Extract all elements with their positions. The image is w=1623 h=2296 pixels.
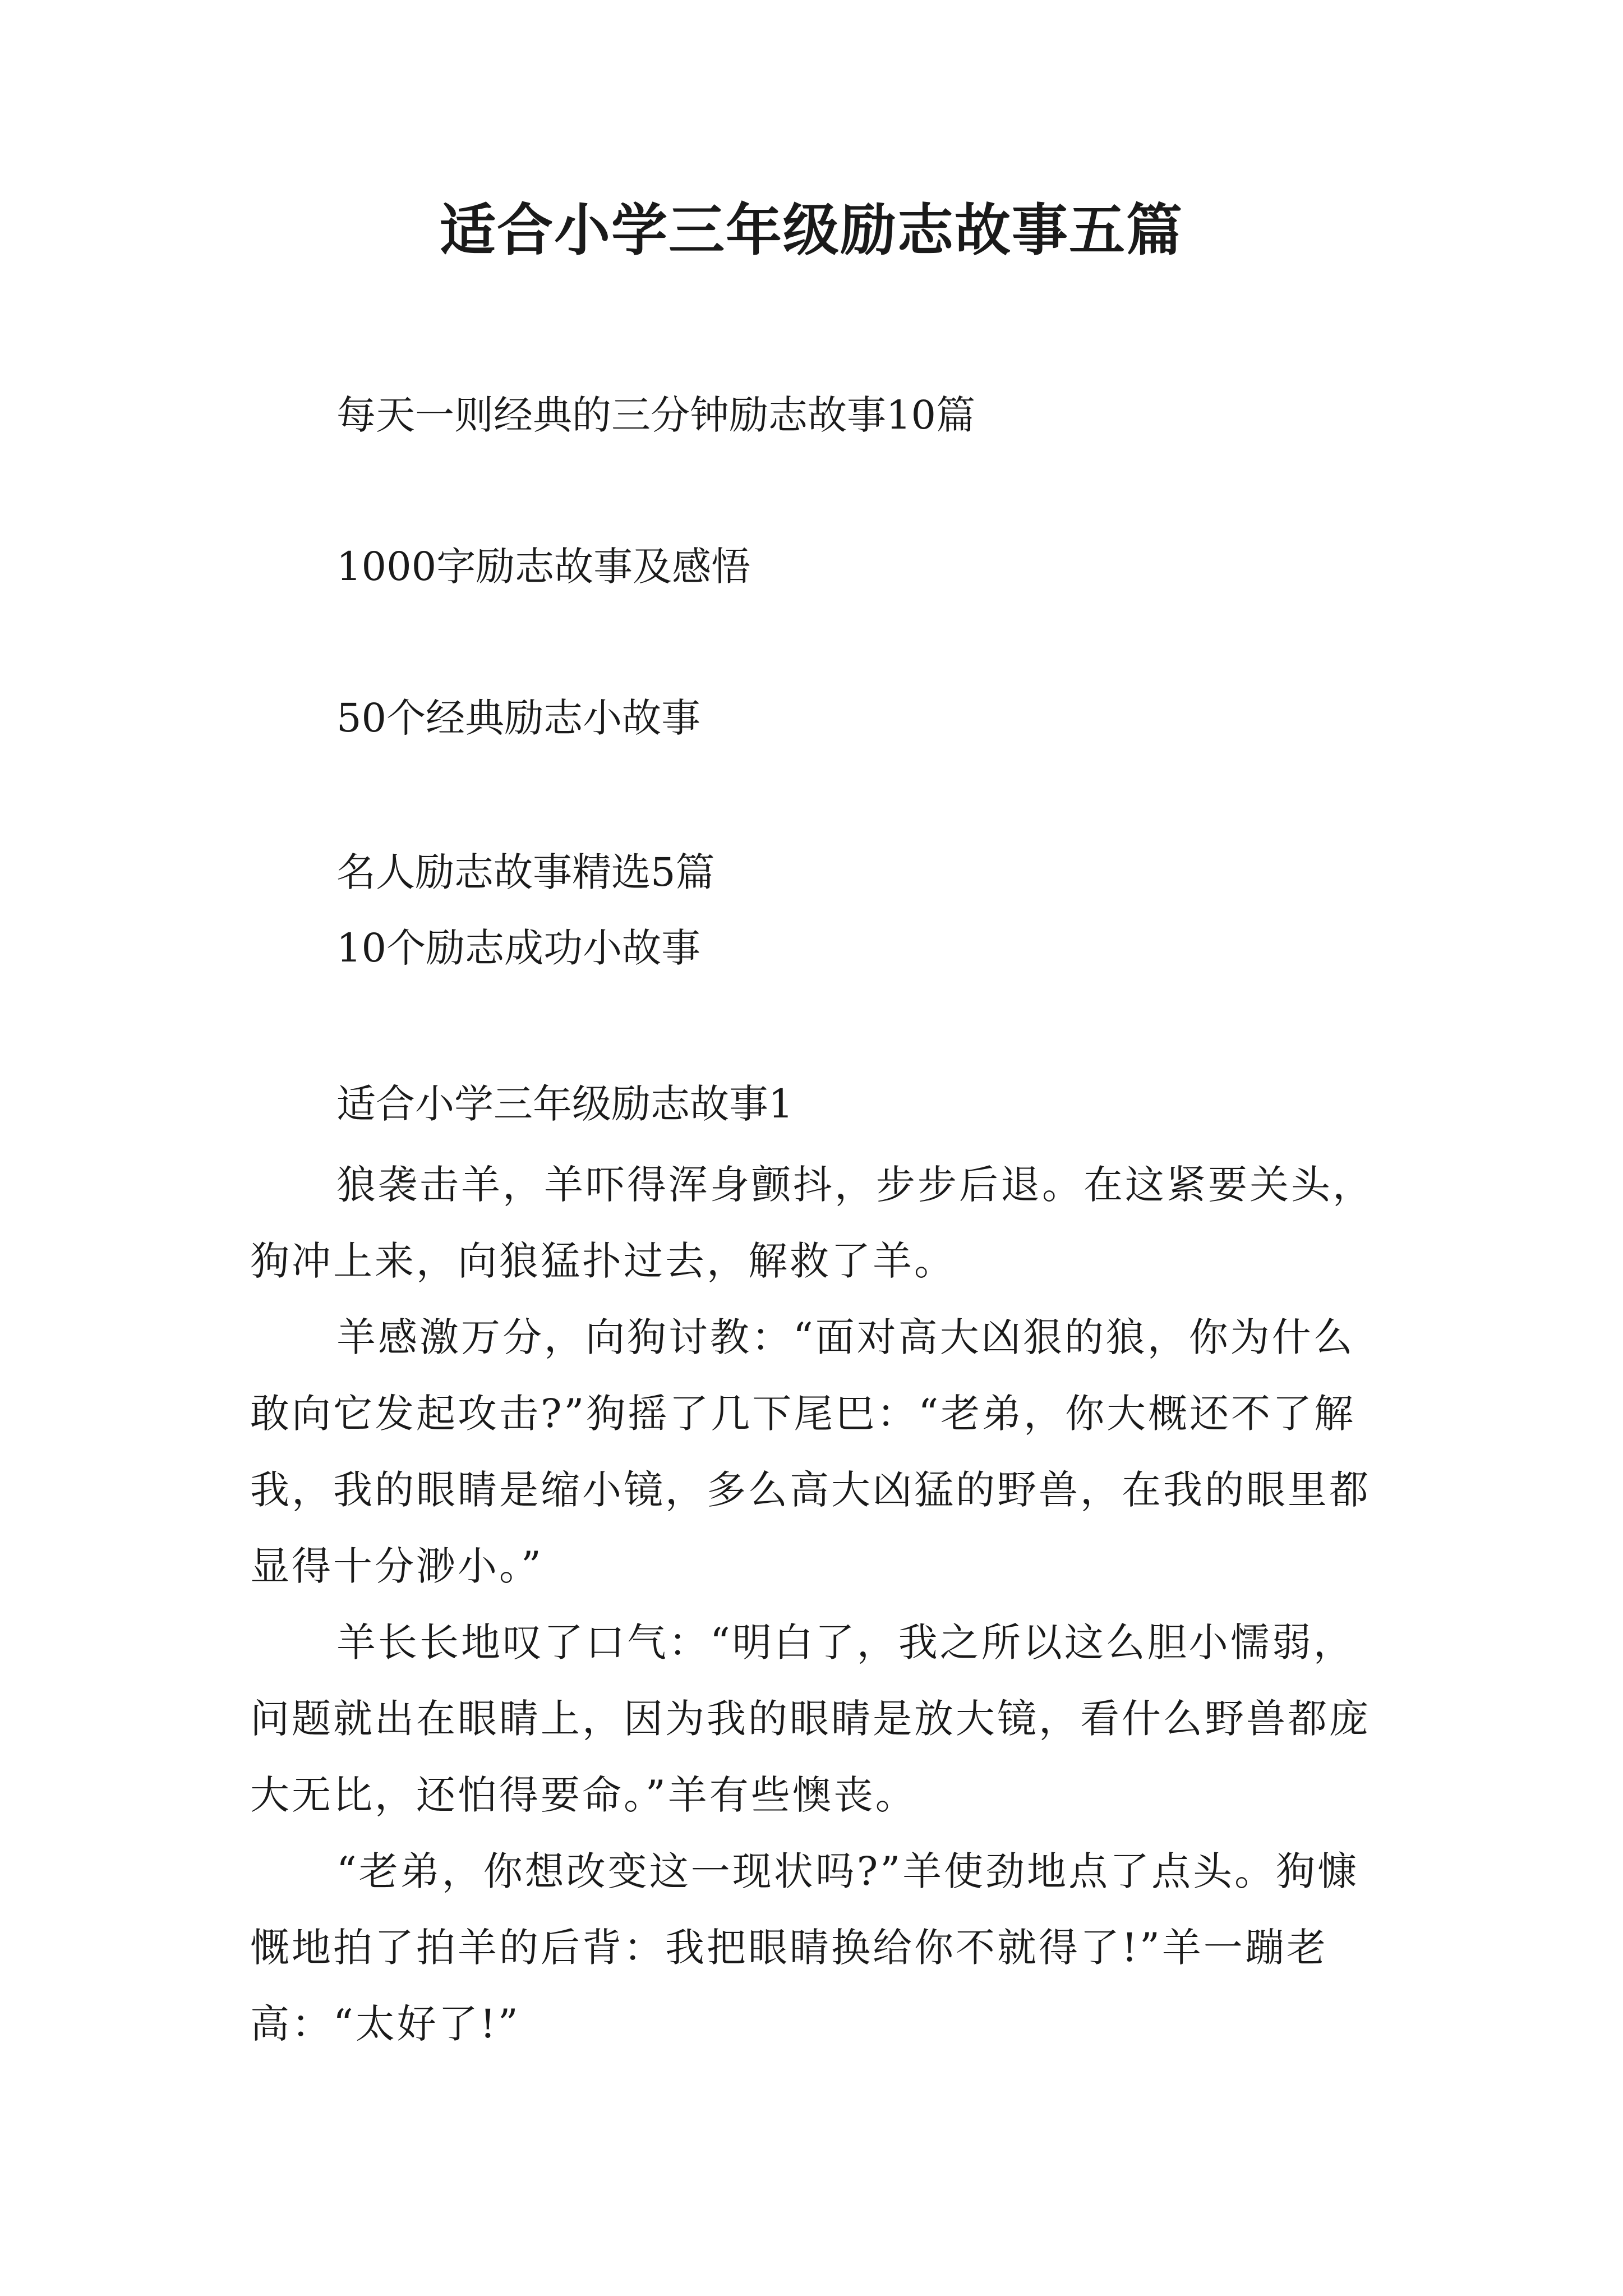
related-link-4[interactable]: 名人励志故事精选5篇 (336, 849, 715, 895)
related-link-2[interactable]: 1000字励志故事及感悟 (336, 544, 751, 590)
document-title: 适合小学三年级励志故事五篇 (440, 197, 1183, 263)
story-paragraph-2: 羊感激万分，向狗讨教：“面对高大凶狠的狼，你为什么敢向它发起攻击?”狗摇了几下尾巴：“老弟，你大概还不了解我，我的眼睛是缩小镜，多么高大凶猛的野兽，在我的眼里都显得十分渺小。” (250, 1314, 1371, 1589)
story-body (250, 1147, 1394, 2062)
related-link-1[interactable]: 每天一则经典的三分钟励志故事10篇 (336, 392, 976, 438)
section-heading: 适合小学三年级励志故事1 (336, 1081, 794, 1127)
related-link-3[interactable]: 50个经典励志小故事 (336, 695, 701, 741)
story-paragraph-4: “老弟，你想改变这一现状吗?”羊使劲地点了点头。狗慷慨地拍了拍羊的后背：我把眼睛换给你不就得了!”羊一蹦老高：“太好了!” (250, 1848, 1359, 2047)
related-link-5[interactable]: 10个励志成功小故事 (336, 925, 701, 971)
story-paragraph-1: 狼袭击羊，羊吓得浑身颤抖，步步后退。在这紧要关头，狗冲上来，向狼猛扑过去，解救了羊。 (250, 1162, 1374, 1284)
story-paragraph-3: 羊长长地叹了口气：“明白了，我之所以这么胆小懦弱，问题就出在眼睛上，因为我的眼睛是放大镜，看什么野兽都庞大无比，还怕得要命。”羊有些懊丧。 (250, 1619, 1371, 1818)
